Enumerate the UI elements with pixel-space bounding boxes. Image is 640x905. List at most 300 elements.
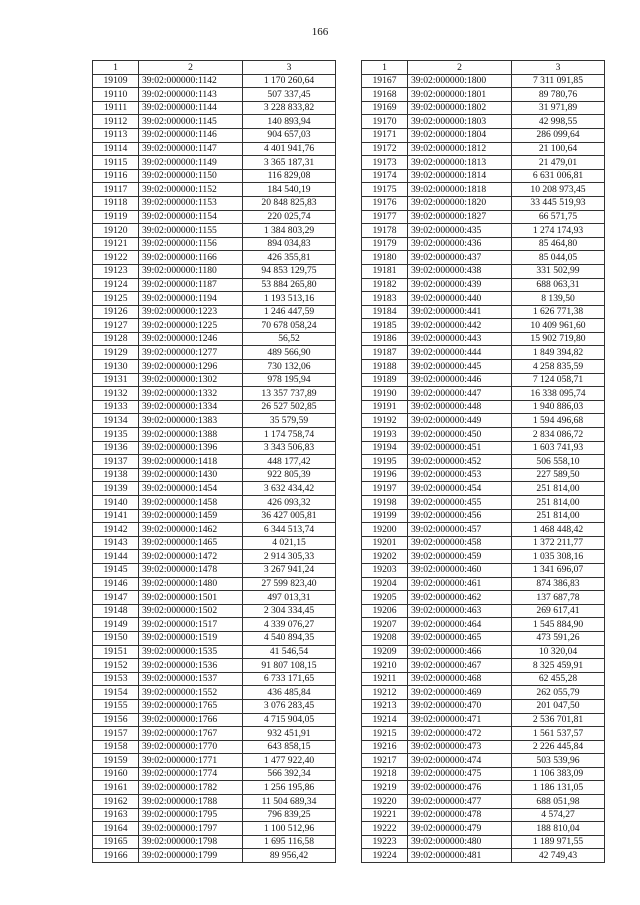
table-row	[93, 713, 336, 727]
table-row	[362, 795, 605, 809]
table-row	[93, 455, 336, 469]
cadastral-number-cell: 39:02:000000:1302	[139, 373, 243, 387]
table-row	[362, 210, 605, 224]
table-row	[93, 278, 336, 292]
row-number-cell: 19177	[362, 210, 408, 224]
value-cell: 688 063,31	[512, 278, 605, 292]
row-number-cell: 19168	[362, 88, 408, 102]
value-cell: 116 829,08	[243, 169, 336, 183]
cadastral-number-cell: 39:02:000000:472	[408, 727, 512, 741]
cadastral-number-cell: 39:02:000000:1797	[139, 822, 243, 836]
cadastral-number-cell: 39:02:000000:1166	[139, 251, 243, 265]
cadastral-number-cell: 39:02:000000:1296	[139, 360, 243, 374]
row-number-cell: 19159	[93, 754, 139, 768]
value-cell: 497 013,31	[243, 591, 336, 605]
row-number-cell: 19203	[362, 563, 408, 577]
row-number-cell: 19186	[362, 332, 408, 346]
cadastral-number-cell: 39:02:000000:1472	[139, 550, 243, 564]
cadastral-number-cell: 39:02:000000:443	[408, 332, 512, 346]
cadastral-number-cell: 39:02:000000:473	[408, 740, 512, 754]
table-row	[362, 713, 605, 727]
cadastral-number-cell: 39:02:000000:1813	[408, 156, 512, 170]
value-cell: 1 246 447,59	[243, 305, 336, 319]
value-cell: 262 055,79	[512, 686, 605, 700]
cadastral-number-cell: 39:02:000000:464	[408, 618, 512, 632]
cadastral-number-cell: 39:02:000000:1798	[139, 835, 243, 849]
cadastral-number-cell: 39:02:000000:471	[408, 713, 512, 727]
value-cell: 1 695 116,58	[243, 835, 336, 849]
cadastral-number-cell: 39:02:000000:1145	[139, 115, 243, 129]
value-cell: 1 940 886,03	[512, 400, 605, 414]
table-row	[93, 767, 336, 781]
value-cell: 904 657,03	[243, 128, 336, 142]
table-row	[93, 400, 336, 414]
row-number-cell: 19133	[93, 400, 139, 414]
cadastral-number-cell: 39:02:000000:1774	[139, 767, 243, 781]
row-number-cell: 19206	[362, 604, 408, 618]
cadastral-number-cell: 39:02:000000:1388	[139, 428, 243, 442]
cadastral-number-cell: 39:02:000000:1187	[139, 278, 243, 292]
row-number-cell: 19217	[362, 754, 408, 768]
row-number-cell: 19176	[362, 196, 408, 210]
cadastral-number-cell: 39:02:000000:468	[408, 672, 512, 686]
table-row	[362, 563, 605, 577]
cadastral-number-cell: 39:02:000000:1535	[139, 645, 243, 659]
cadastral-number-cell: 39:02:000000:1552	[139, 686, 243, 700]
value-cell: 932 451,91	[243, 727, 336, 741]
row-number-cell: 19110	[93, 88, 139, 102]
row-number-cell: 19165	[93, 835, 139, 849]
row-number-cell: 19139	[93, 482, 139, 496]
cadastral-number-cell: 39:02:000000:1418	[139, 455, 243, 469]
table-row	[93, 849, 336, 863]
value-cell: 1 100 512,96	[243, 822, 336, 836]
table-row	[93, 686, 336, 700]
table-row	[362, 74, 605, 88]
cadastral-number-cell: 39:02:000000:1795	[139, 808, 243, 822]
cadastral-number-cell: 39:02:000000:470	[408, 699, 512, 713]
value-cell: 1 384 803,29	[243, 224, 336, 238]
cadastral-number-cell: 39:02:000000:1459	[139, 509, 243, 523]
value-cell: 1 468 448,42	[512, 523, 605, 537]
value-cell: 15 902 719,80	[512, 332, 605, 346]
cadastral-number-cell: 39:02:000000:1502	[139, 604, 243, 618]
row-number-cell: 19170	[362, 115, 408, 129]
table-row	[93, 346, 336, 360]
column-header-3: 3	[512, 61, 605, 75]
value-cell: 1 193 513,16	[243, 292, 336, 306]
table-row	[362, 237, 605, 251]
table-row	[93, 210, 336, 224]
row-number-cell: 19179	[362, 237, 408, 251]
row-number-cell: 19129	[93, 346, 139, 360]
table-row	[93, 482, 336, 496]
cadastral-number-cell: 39:02:000000:1814	[408, 169, 512, 183]
table-row	[93, 101, 336, 115]
cadastral-number-cell: 39:02:000000:1144	[139, 101, 243, 115]
value-cell: 1 170 260,64	[243, 74, 336, 88]
cadastral-number-cell: 39:02:000000:1820	[408, 196, 512, 210]
column-header-3: 3	[243, 61, 336, 75]
column-header-2: 2	[139, 61, 243, 75]
value-cell: 1 545 884,90	[512, 618, 605, 632]
table-row	[93, 591, 336, 605]
row-number-cell: 19195	[362, 455, 408, 469]
cadastral-number-cell: 39:02:000000:1147	[139, 142, 243, 156]
cadastral-number-cell: 39:02:000000:479	[408, 822, 512, 836]
cadastral-number-cell: 39:02:000000:1771	[139, 754, 243, 768]
right-table	[361, 60, 605, 863]
value-cell: 10 409 961,60	[512, 319, 605, 333]
value-cell: 11 504 689,34	[243, 795, 336, 809]
value-cell: 42 998,55	[512, 115, 605, 129]
value-cell: 251 814,00	[512, 482, 605, 496]
table-row	[362, 292, 605, 306]
cadastral-number-cell: 39:02:000000:446	[408, 373, 512, 387]
table-row	[362, 577, 605, 591]
cadastral-number-cell: 39:02:000000:1767	[139, 727, 243, 741]
table-row	[93, 523, 336, 537]
value-cell: 566 392,34	[243, 767, 336, 781]
value-cell: 41 546,54	[243, 645, 336, 659]
table-row	[93, 360, 336, 374]
table-row	[93, 169, 336, 183]
cadastral-number-cell: 39:02:000000:469	[408, 686, 512, 700]
value-cell: 286 099,64	[512, 128, 605, 142]
table-row	[362, 536, 605, 550]
table-row	[362, 699, 605, 713]
value-cell: 507 337,45	[243, 88, 336, 102]
table-row	[362, 142, 605, 156]
row-number-cell: 19172	[362, 142, 408, 156]
value-cell: 1 189 971,55	[512, 835, 605, 849]
column-header-1: 1	[362, 61, 408, 75]
cadastral-number-cell: 39:02:000000:1462	[139, 523, 243, 537]
table-row	[93, 332, 336, 346]
cadastral-number-cell: 39:02:000000:1223	[139, 305, 243, 319]
value-cell: 21 100,64	[512, 142, 605, 156]
table-row	[93, 577, 336, 591]
table-row	[362, 808, 605, 822]
row-number-cell: 19149	[93, 618, 139, 632]
table-row	[362, 631, 605, 645]
table-row	[93, 292, 336, 306]
value-cell: 8 325 459,91	[512, 659, 605, 673]
value-cell: 31 971,89	[512, 101, 605, 115]
value-cell: 4 574,27	[512, 808, 605, 822]
table-row	[362, 305, 605, 319]
row-number-cell: 19192	[362, 414, 408, 428]
cadastral-number-cell: 39:02:000000:444	[408, 346, 512, 360]
cadastral-number-cell: 39:02:000000:1478	[139, 563, 243, 577]
cadastral-number-cell: 39:02:000000:1155	[139, 224, 243, 238]
cadastral-number-cell: 39:02:000000:1458	[139, 496, 243, 510]
value-cell: 6 631 006,81	[512, 169, 605, 183]
value-cell: 62 455,28	[512, 672, 605, 686]
row-number-cell: 19143	[93, 536, 139, 550]
row-number-cell: 19200	[362, 523, 408, 537]
table-row	[93, 115, 336, 129]
row-number-cell: 19221	[362, 808, 408, 822]
table-row	[93, 563, 336, 577]
value-cell: 66 571,75	[512, 210, 605, 224]
left-table	[92, 60, 336, 863]
table-row	[362, 849, 605, 863]
cadastral-number-cell: 39:02:000000:1770	[139, 740, 243, 754]
row-number-cell: 19148	[93, 604, 139, 618]
value-cell: 4 401 941,76	[243, 142, 336, 156]
cadastral-number-cell: 39:02:000000:1153	[139, 196, 243, 210]
table-row	[93, 128, 336, 142]
column-header-2: 2	[408, 61, 512, 75]
row-number-cell: 19147	[93, 591, 139, 605]
value-cell: 489 566,90	[243, 346, 336, 360]
value-cell: 1 035 308,16	[512, 550, 605, 564]
table-row	[362, 196, 605, 210]
row-number-cell: 19183	[362, 292, 408, 306]
value-cell: 4 021,15	[243, 536, 336, 550]
value-cell: 1 603 741,93	[512, 441, 605, 455]
value-cell: 796 839,25	[243, 808, 336, 822]
table-row	[93, 264, 336, 278]
row-number-cell: 19223	[362, 835, 408, 849]
table-row	[93, 835, 336, 849]
value-cell: 91 807 108,15	[243, 659, 336, 673]
cadastral-number-cell: 39:02:000000:1803	[408, 115, 512, 129]
table-row	[362, 822, 605, 836]
cadastral-number-cell: 39:02:000000:452	[408, 455, 512, 469]
table-row	[93, 550, 336, 564]
row-number-cell: 19180	[362, 251, 408, 265]
row-number-cell: 19191	[362, 400, 408, 414]
row-number-cell: 19197	[362, 482, 408, 496]
table-row	[362, 101, 605, 115]
table-row	[362, 224, 605, 238]
table-row	[362, 686, 605, 700]
table-row	[93, 754, 336, 768]
value-cell: 3 076 283,45	[243, 699, 336, 713]
value-cell: 3 365 187,31	[243, 156, 336, 170]
cadastral-number-cell: 39:02:000000:450	[408, 428, 512, 442]
row-number-cell: 19152	[93, 659, 139, 673]
value-cell: 1 626 771,38	[512, 305, 605, 319]
table-row	[93, 496, 336, 510]
cadastral-number-cell: 39:02:000000:1156	[139, 237, 243, 251]
value-cell: 3 632 434,42	[243, 482, 336, 496]
row-number-cell: 19109	[93, 74, 139, 88]
row-number-cell: 19119	[93, 210, 139, 224]
cadastral-number-cell: 39:02:000000:1454	[139, 482, 243, 496]
table-row	[93, 387, 336, 401]
table-row	[362, 455, 605, 469]
row-number-cell: 19114	[93, 142, 139, 156]
value-cell: 1 186 131,05	[512, 781, 605, 795]
cadastral-number-cell: 39:02:000000:476	[408, 781, 512, 795]
row-number-cell: 19198	[362, 496, 408, 510]
value-cell: 3 343 506,83	[243, 441, 336, 455]
cadastral-number-cell: 39:02:000000:1465	[139, 536, 243, 550]
row-number-cell: 19208	[362, 631, 408, 645]
row-number-cell: 19140	[93, 496, 139, 510]
value-cell: 227 589,50	[512, 468, 605, 482]
value-cell: 1 106 383,09	[512, 767, 605, 781]
row-number-cell: 19146	[93, 577, 139, 591]
row-number-cell: 19113	[93, 128, 139, 142]
value-cell: 922 805,39	[243, 468, 336, 482]
row-number-cell: 19162	[93, 795, 139, 809]
value-cell: 35 579,59	[243, 414, 336, 428]
row-number-cell: 19116	[93, 169, 139, 183]
cadastral-number-cell: 39:02:000000:1334	[139, 400, 243, 414]
table-row	[93, 699, 336, 713]
table-row	[362, 523, 605, 537]
table-row	[93, 441, 336, 455]
cadastral-number-cell: 39:02:000000:1246	[139, 332, 243, 346]
table-row	[93, 631, 336, 645]
row-number-cell: 19130	[93, 360, 139, 374]
table-header-row	[362, 61, 605, 75]
value-cell: 1 341 696,07	[512, 563, 605, 577]
table-row	[362, 672, 605, 686]
row-number-cell: 19181	[362, 264, 408, 278]
cadastral-number-cell: 39:02:000000:438	[408, 264, 512, 278]
table-row	[93, 618, 336, 632]
row-number-cell: 19166	[93, 849, 139, 863]
table-row	[362, 482, 605, 496]
value-cell: 3 228 833,82	[243, 101, 336, 115]
cadastral-number-cell: 39:02:000000:441	[408, 305, 512, 319]
value-cell: 1 849 394,82	[512, 346, 605, 360]
table-row	[362, 414, 605, 428]
table-row	[93, 808, 336, 822]
value-cell: 4 715 904,05	[243, 713, 336, 727]
table-row	[362, 767, 605, 781]
table-row	[362, 591, 605, 605]
value-cell: 1 174 758,74	[243, 428, 336, 442]
row-number-cell: 19193	[362, 428, 408, 442]
row-number-cell: 19142	[93, 523, 139, 537]
table-row	[362, 496, 605, 510]
row-number-cell: 19194	[362, 441, 408, 455]
row-number-cell: 19184	[362, 305, 408, 319]
value-cell: 26 527 502,85	[243, 400, 336, 414]
value-cell: 140 893,94	[243, 115, 336, 129]
cadastral-number-cell: 39:02:000000:445	[408, 360, 512, 374]
cadastral-number-cell: 39:02:000000:466	[408, 645, 512, 659]
table-row	[93, 468, 336, 482]
table-row	[362, 251, 605, 265]
cadastral-number-cell: 39:02:000000:439	[408, 278, 512, 292]
cadastral-number-cell: 39:02:000000:455	[408, 496, 512, 510]
table-row	[93, 727, 336, 741]
column-header-1: 1	[93, 61, 139, 75]
value-cell: 1 372 211,77	[512, 536, 605, 550]
table-row	[362, 88, 605, 102]
cadastral-number-cell: 39:02:000000:1800	[408, 74, 512, 88]
table-row	[93, 373, 336, 387]
cadastral-number-cell: 39:02:000000:481	[408, 849, 512, 863]
table-row	[362, 509, 605, 523]
value-cell: 503 539,96	[512, 754, 605, 768]
cadastral-number-cell: 39:02:000000:1801	[408, 88, 512, 102]
value-cell: 2 226 445,84	[512, 740, 605, 754]
value-cell: 436 485,84	[243, 686, 336, 700]
table-row	[362, 319, 605, 333]
cadastral-number-cell: 39:02:000000:440	[408, 292, 512, 306]
value-cell: 56,52	[243, 332, 336, 346]
cadastral-number-cell: 39:02:000000:463	[408, 604, 512, 618]
table-row	[93, 645, 336, 659]
value-cell: 13 357 737,89	[243, 387, 336, 401]
cadastral-number-cell: 39:02:000000:1501	[139, 591, 243, 605]
value-cell: 894 034,83	[243, 237, 336, 251]
cadastral-number-cell: 39:02:000000:461	[408, 577, 512, 591]
value-cell: 331 502,99	[512, 264, 605, 278]
value-cell: 6 344 513,74	[243, 523, 336, 537]
row-number-cell: 19126	[93, 305, 139, 319]
table-row	[93, 142, 336, 156]
value-cell: 8 139,50	[512, 292, 605, 306]
cadastral-number-cell: 39:02:000000:480	[408, 835, 512, 849]
cadastral-number-cell: 39:02:000000:447	[408, 387, 512, 401]
row-number-cell: 19150	[93, 631, 139, 645]
value-cell: 506 558,10	[512, 455, 605, 469]
cadastral-number-cell: 39:02:000000:1782	[139, 781, 243, 795]
value-cell: 1 477 922,40	[243, 754, 336, 768]
table-row	[362, 441, 605, 455]
row-number-cell: 19202	[362, 550, 408, 564]
row-number-cell: 19117	[93, 183, 139, 197]
value-cell: 1 274 174,93	[512, 224, 605, 238]
page-number: 166	[311, 26, 329, 38]
value-cell: 184 540,19	[243, 183, 336, 197]
row-number-cell: 19218	[362, 767, 408, 781]
row-number-cell: 19207	[362, 618, 408, 632]
table-row	[93, 74, 336, 88]
value-cell: 33 445 519,93	[512, 196, 605, 210]
value-cell: 978 195,94	[243, 373, 336, 387]
row-number-cell: 19128	[93, 332, 139, 346]
cadastral-number-cell: 39:02:000000:1152	[139, 183, 243, 197]
table-row	[362, 156, 605, 170]
table-row	[362, 373, 605, 387]
table-row	[362, 604, 605, 618]
table-row	[362, 740, 605, 754]
cadastral-number-cell: 39:02:000000:458	[408, 536, 512, 550]
table-row	[362, 781, 605, 795]
table-row	[362, 128, 605, 142]
value-cell: 16 338 095,74	[512, 387, 605, 401]
value-cell: 70 678 058,24	[243, 319, 336, 333]
value-cell: 473 591,26	[512, 631, 605, 645]
cadastral-number-cell: 39:02:000000:1537	[139, 672, 243, 686]
row-number-cell: 19209	[362, 645, 408, 659]
table-row	[362, 360, 605, 374]
value-cell: 2 304 334,45	[243, 604, 336, 618]
cadastral-number-cell: 39:02:000000:1225	[139, 319, 243, 333]
row-number-cell: 19189	[362, 373, 408, 387]
cadastral-number-cell: 39:02:000000:457	[408, 523, 512, 537]
table-row	[93, 156, 336, 170]
row-number-cell: 19135	[93, 428, 139, 442]
table-row	[93, 319, 336, 333]
value-cell: 3 267 941,24	[243, 563, 336, 577]
cadastral-number-cell: 39:02:000000:1765	[139, 699, 243, 713]
table-row	[93, 509, 336, 523]
cadastral-number-cell: 39:02:000000:1396	[139, 441, 243, 455]
value-cell: 42 749,43	[512, 849, 605, 863]
row-number-cell: 19167	[362, 74, 408, 88]
